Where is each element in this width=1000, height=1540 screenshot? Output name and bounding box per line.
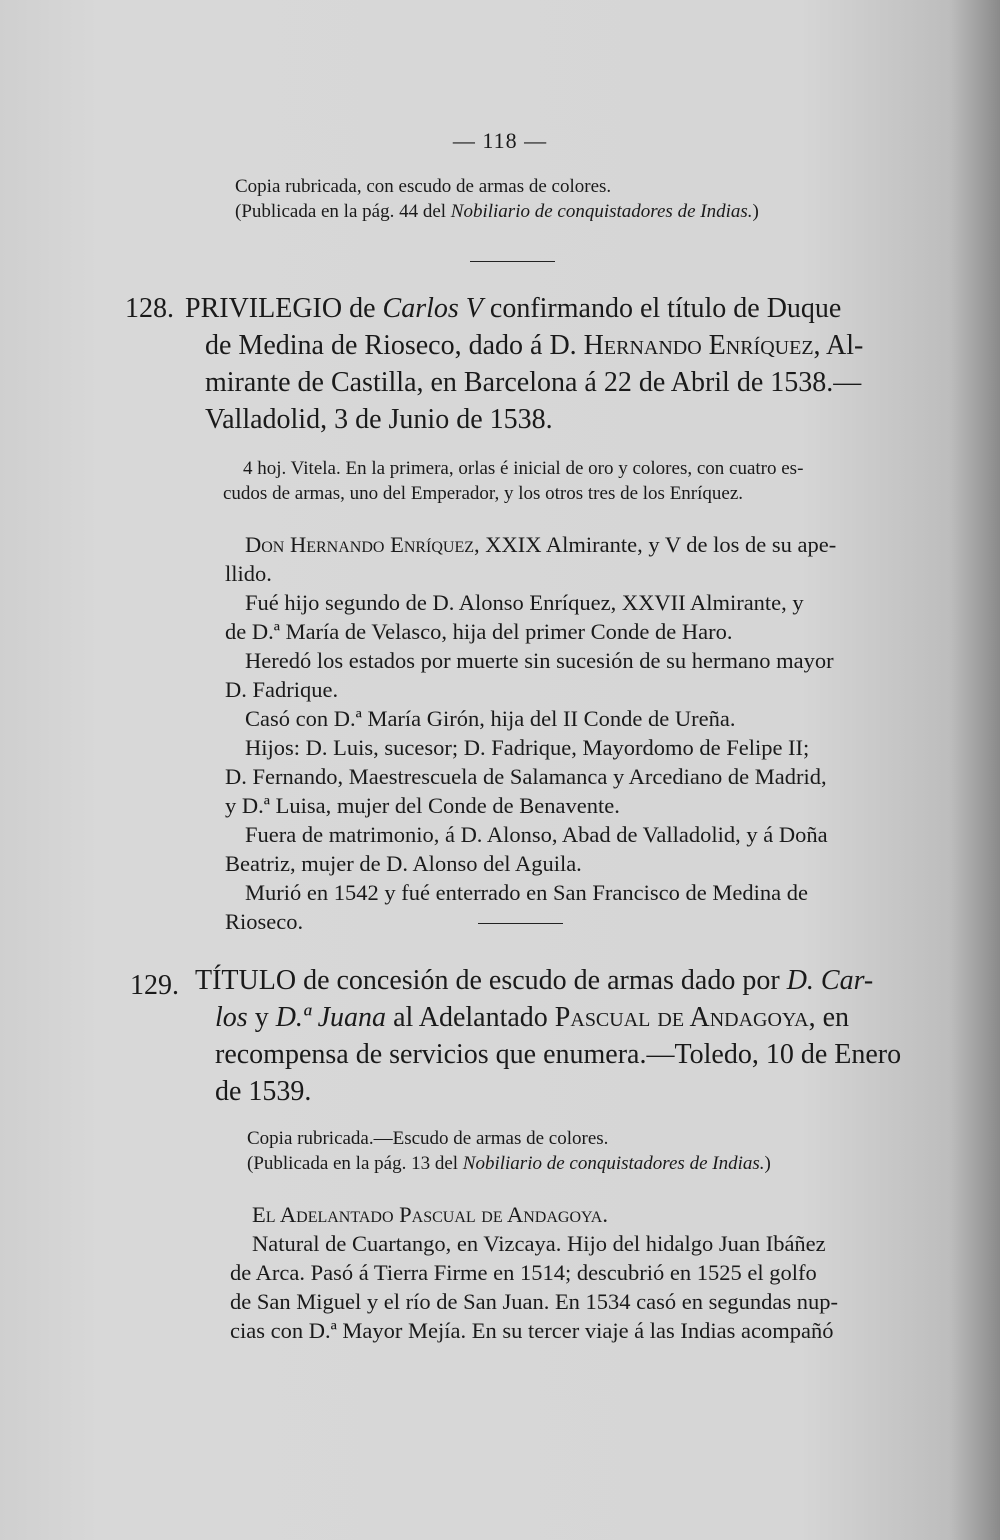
divider-rule-2 xyxy=(478,923,563,924)
entry-129-note-line-1: Copia rubricada.—Escudo de armas de colores. xyxy=(247,1128,609,1149)
entry-129-note-prefix: (Publicada en la pág. 13 del xyxy=(247,1153,463,1174)
bio-128-line-12: Murió en 1542 y fué enterrado en San Francisco de Medina de xyxy=(245,880,808,905)
entry-129-line-4: de 1539. xyxy=(215,1076,312,1107)
bio-128-line-13: Rioseco. xyxy=(225,909,304,934)
bio-128-text-0: , XXIX Almirante, y V de los de su ape- xyxy=(474,532,837,557)
entry-128-note xyxy=(223,456,804,506)
entry-128-heading xyxy=(185,290,863,438)
top-note-prefix: (Publicada en la pág. 44 del xyxy=(235,201,451,222)
entry-129-biography xyxy=(230,1200,838,1345)
bio-128-line-5: D. Fadrique. xyxy=(225,677,339,702)
entry-129-line-3: recompensa de servicios que enumera.—Toledo, 10 de Enero xyxy=(215,1039,902,1070)
bio-128-line-9: y D.ª Luisa, mujer del Conde de Benavente. xyxy=(225,793,620,818)
entry-129-note-suffix: ) xyxy=(764,1153,771,1174)
entry-129-line-1 xyxy=(195,962,901,999)
entry-128-number: 128. xyxy=(125,293,174,324)
entry-128-note-line-1: 4 hoj. Vitela. En la primera, orlas é inicial de oro y colores, con cuatro es- xyxy=(243,458,804,479)
entry-128-line-1c: confirmando el título de Duque xyxy=(482,293,842,324)
entry-129-number: 129. xyxy=(130,970,179,1001)
entry-128-line-2a: de Medina de Rioseco, dado á D. xyxy=(205,330,584,361)
entry-129-note xyxy=(247,1126,771,1176)
entry-129-note-italic-title: Nobiliario de conquistadores de Indias. xyxy=(462,1153,765,1174)
entry-128-line-3: mirante de Castilla, en Barcelona á 22 de Abril de 1538.— xyxy=(205,367,862,398)
entry-128-line-1 xyxy=(185,290,863,327)
bio-129-heading: El Adelantado Pascual de Andagoya. xyxy=(252,1202,608,1227)
bio-128-line-11: Beatriz, mujer de D. Alonso del Aguila. xyxy=(225,851,582,876)
entry-129-note-line-2 xyxy=(247,1151,771,1176)
entry-128-line-1a: PRIVILEGIO de xyxy=(185,293,383,324)
bio-129-line-0: Natural de Cuartango, en Vizcaya. Hijo del hidalgo Juan Ibáñez xyxy=(252,1231,826,1256)
top-note-suffix: ) xyxy=(752,201,759,222)
entry-128-biography xyxy=(225,530,836,936)
bio-129-line-3: cias con D.ª Mayor Mejía. En su tercer viaje á las Indias acompañó xyxy=(230,1318,834,1343)
bio-128-line-2: Fué hijo segundo de D. Alonso Enríquez, XXVII Almirante, y xyxy=(245,590,804,615)
entry-128-note-line-2: cudos de armas, uno del Emperador, y los otros tres de los Enríquez. xyxy=(223,483,744,504)
top-note-line-1: Copia rubricada, con escudo de armas de colores. xyxy=(235,176,612,197)
entry-129-queen-name: D.ª Juana xyxy=(275,1002,387,1033)
entry-129-heading xyxy=(195,962,901,1110)
entry-129-line-1a: TÍTULO de concesión de escudo de armas dado por xyxy=(195,965,787,996)
top-note xyxy=(235,174,759,224)
top-note-italic-title: Nobiliario de conquistadores de Indias. xyxy=(450,201,753,222)
page-number: — 118 — xyxy=(452,128,548,153)
divider-rule-1 xyxy=(470,261,555,262)
entry-128-line-4: Valladolid, 3 de Junio de 1538. xyxy=(205,404,553,435)
bio-128-line-6: Casó con D.ª María Girón, hija del II Conde de Ureña. xyxy=(245,706,736,731)
entry-129-line-2b: y xyxy=(247,1002,276,1033)
entry-129-line-2a: los xyxy=(215,1002,248,1033)
bio-128-line-7: Hijos: D. Luis, sucesor; D. Fadrique, Mayordomo de Felipe II; xyxy=(245,735,810,760)
entry-129-line-1b: D. Car- xyxy=(786,965,874,996)
entry-129-line-2 xyxy=(195,999,901,1036)
entry-128-king-name: Carlos V xyxy=(382,293,483,324)
bio-128-line-8: D. Fernando, Maestrescuela de Salamanca y Arcediano de Madrid, xyxy=(225,764,827,789)
bio-128-name: Don Hernando Enríquez xyxy=(245,532,475,557)
bio-128-line-3: de D.ª María de Velasco, hija del primer Conde de Haro. xyxy=(225,619,733,644)
entry-129-line-2d: al Adelantado xyxy=(386,1002,555,1033)
entry-128-line-2 xyxy=(185,327,863,364)
entry-128-person-name: Hernando Enríquez xyxy=(583,330,814,361)
bio-128-line-1: llido. xyxy=(225,561,272,586)
bio-128-line-0 xyxy=(225,530,836,559)
top-note-line-2 xyxy=(235,199,759,224)
bio-128-line-10: Fuera de matrimonio, á D. Alonso, Abad de Valladolid, y á Doña xyxy=(245,822,828,847)
entry-128-line-2c: , Al- xyxy=(813,330,864,361)
bio-128-line-4: Heredó los estados por muerte sin sucesión de su hermano mayor xyxy=(245,648,834,673)
entry-129-person-name: Pascual de Andagoya xyxy=(554,1002,809,1033)
bio-129-line-2: de San Miguel y el río de San Juan. En 1534 casó en segundas nup- xyxy=(230,1289,839,1314)
entry-129-line-2f: , en xyxy=(808,1002,850,1033)
bio-129-line-1: de Arca. Pasó á Tierra Firme en 1514; descubrió en 1525 el golfo xyxy=(230,1260,817,1285)
